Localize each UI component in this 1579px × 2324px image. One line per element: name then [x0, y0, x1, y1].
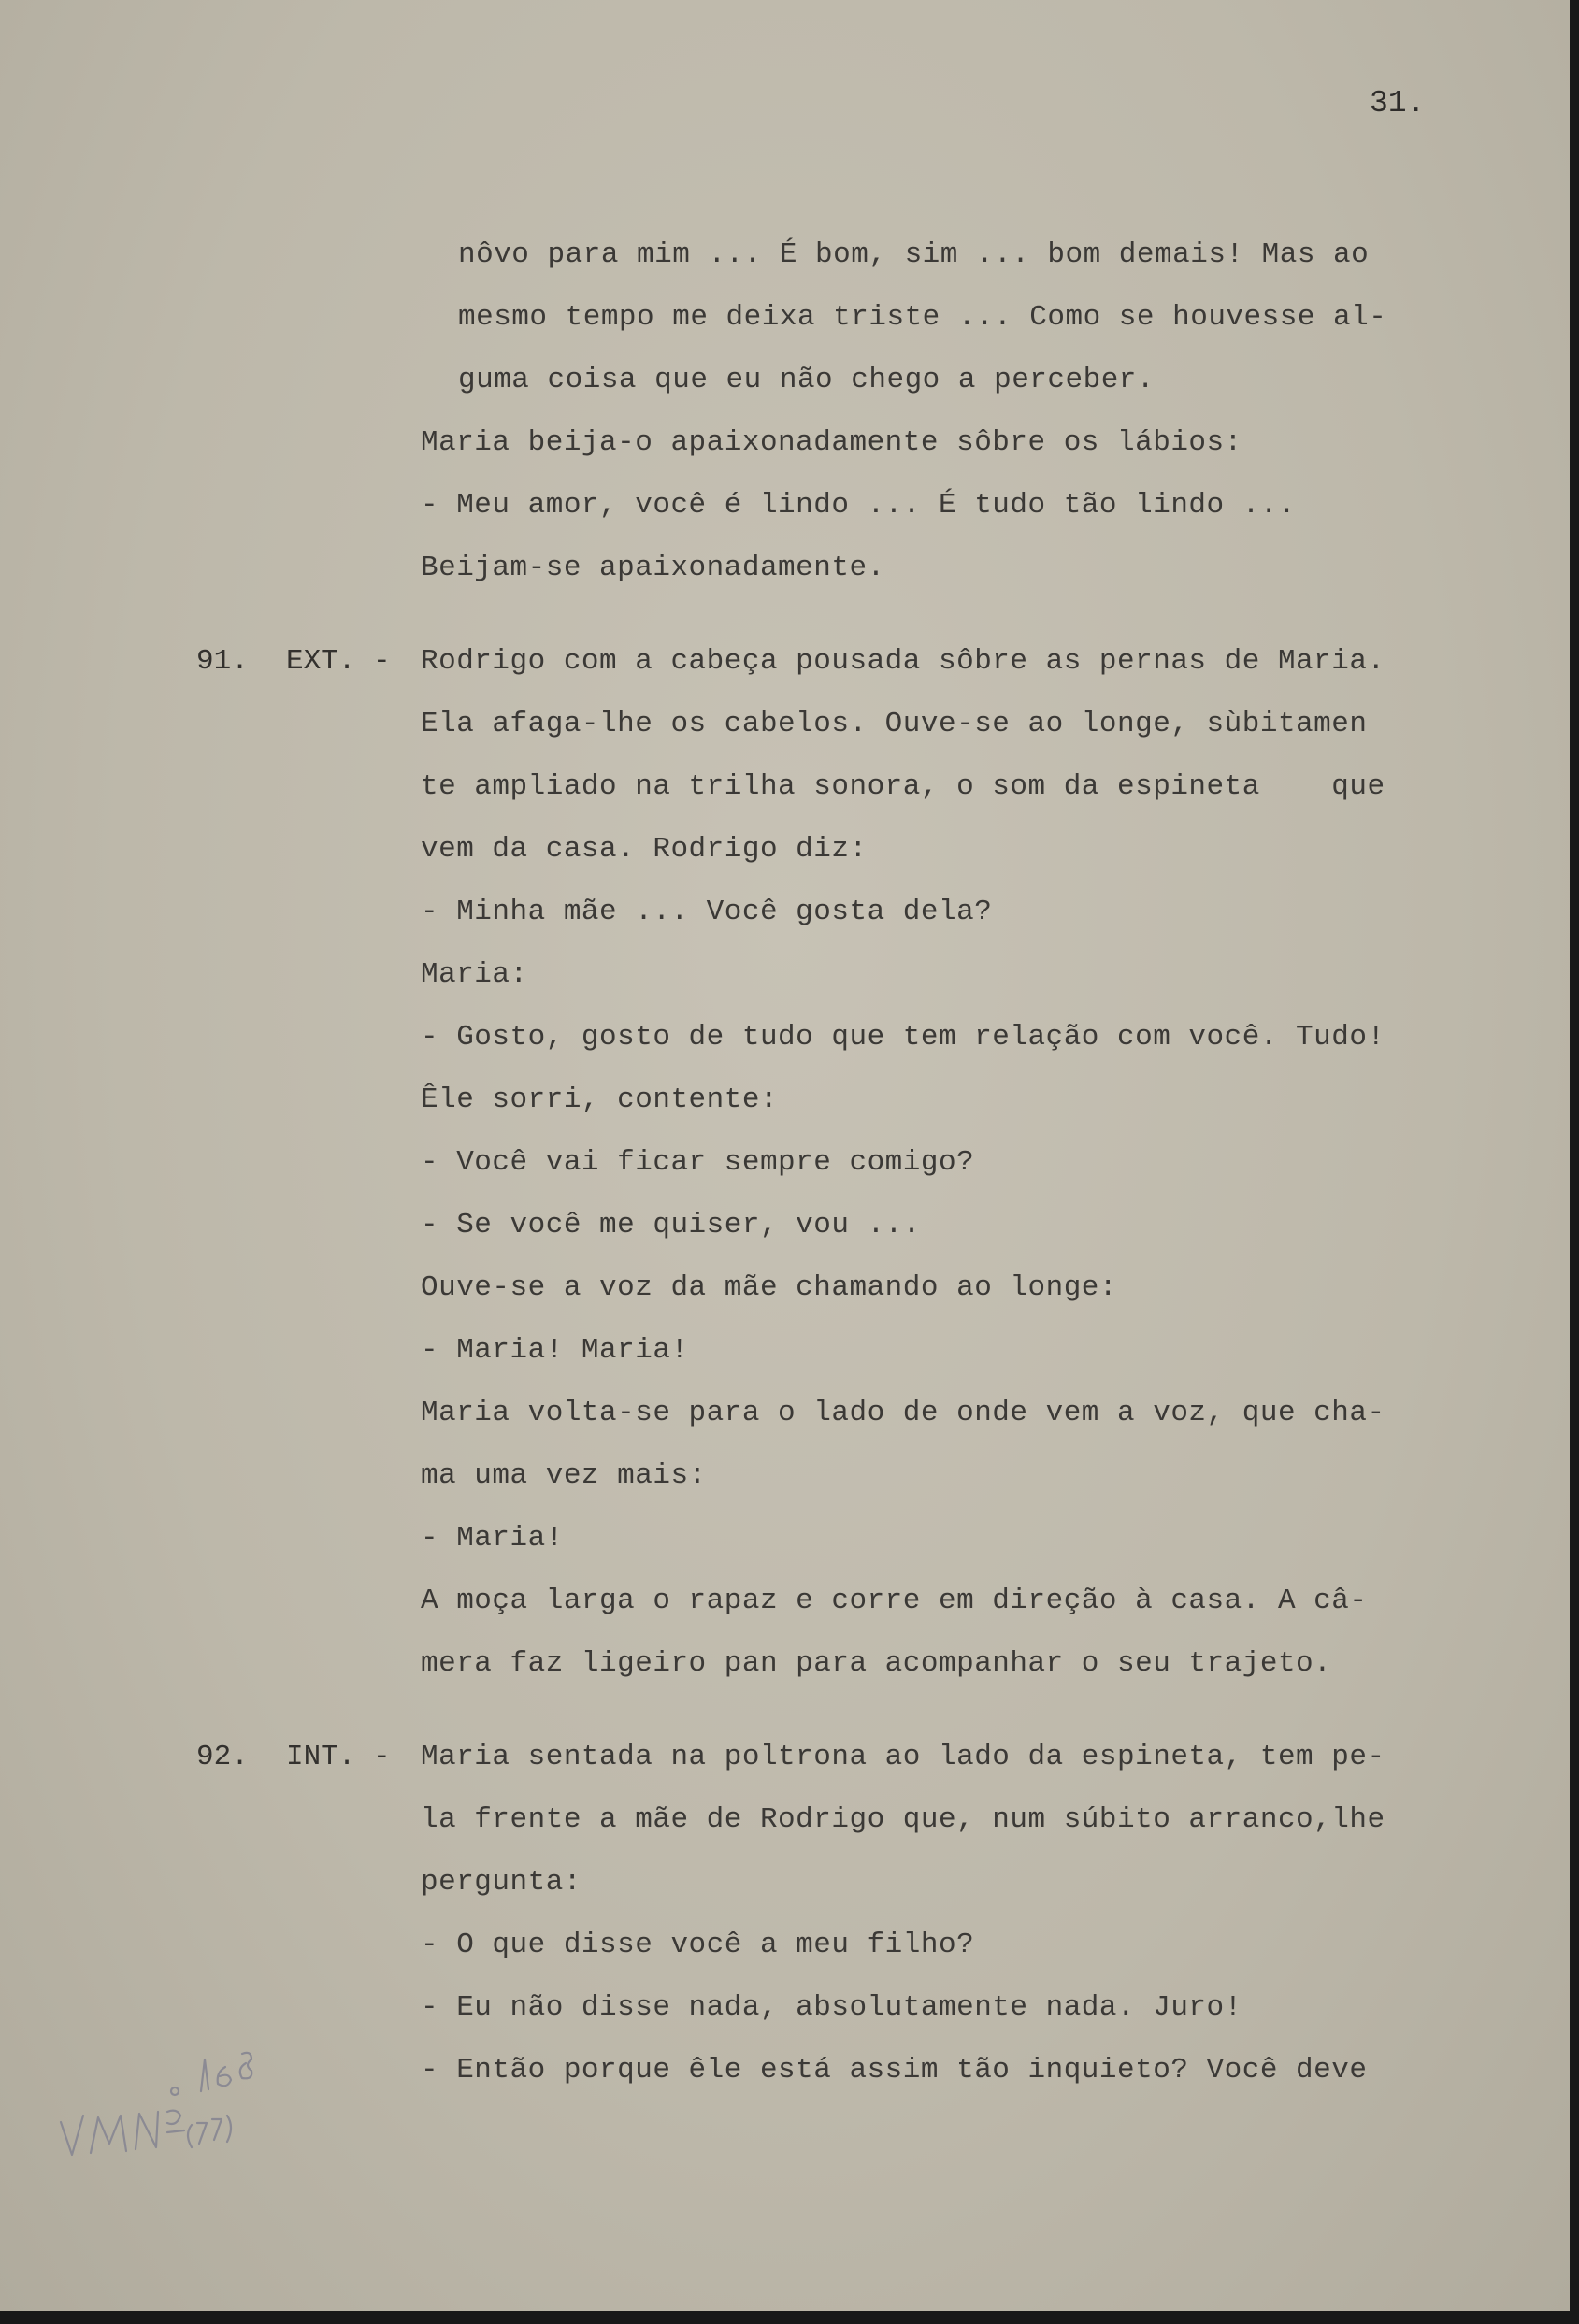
text-line: - Maria!: [421, 1522, 564, 1555]
text-line: mesmo tempo me deixa triste ... Como se houvesse al-: [458, 301, 1387, 334]
text-line: Maria volta-se para o lado de onde vem a voz, que cha-: [421, 1397, 1385, 1429]
text-line: la frente a mãe de Rodrigo que, num súbito arranco,lhe: [421, 1803, 1385, 1836]
scene-number: 92.: [196, 1741, 249, 1773]
text-line: Beijam-se apaixonadamente.: [421, 552, 885, 584]
handwritten-archive-note: [51, 2033, 332, 2183]
text-line: ma uma vez mais:: [421, 1459, 707, 1492]
page-number: 31.: [1370, 86, 1426, 121]
scene-location: EXT. -: [286, 645, 391, 678]
scene-location: INT. -: [286, 1741, 391, 1773]
text-line: Maria sentada na poltrona ao lado da espineta, tem pe-: [421, 1741, 1385, 1773]
text-line: A moça larga o rapaz e corre em direção à casa. A câ-: [421, 1585, 1368, 1617]
text-line: guma coisa que eu não chego a perceber.: [458, 364, 1156, 396]
text-line: - Meu amor, você é lindo ... É tudo tão lindo ...: [421, 489, 1297, 522]
text-line: - Maria! Maria!: [421, 1334, 689, 1367]
text-line: Maria:: [421, 958, 528, 991]
text-line: nôvo para mim ... É bom, sim ... bom demais! Mas ao: [458, 238, 1370, 271]
text-line: vem da casa. Rodrigo diz:: [421, 833, 868, 866]
text-line: - Se você me quiser, vou ...: [421, 1209, 921, 1241]
text-line: Êle sorri, contente:: [421, 1083, 779, 1116]
text-line: - Gosto, gosto de tudo que tem relação com você. Tudo!: [421, 1021, 1385, 1054]
text-line: Rodrigo com a cabeça pousada sôbre as pernas de Maria.: [421, 645, 1385, 678]
text-line: Ela afaga-lhe os cabelos. Ouve-se ao longe, sùbitamen: [421, 708, 1368, 740]
text-line: Ouve-se a voz da mãe chamando ao longe:: [421, 1271, 1118, 1304]
text-line: mera faz ligeiro pan para acompanhar o seu trajeto.: [421, 1647, 1332, 1680]
text-line: te ampliado na trilha sonora, o som da espineta que: [421, 770, 1385, 803]
text-line: - Minha mãe ... Você gosta dela?: [421, 896, 993, 928]
text-line: - Então porque êle está assim tão inquieto? Você deve: [421, 2054, 1368, 2087]
text-line: pergunta:: [421, 1866, 581, 1899]
text-line: - O que disse você a meu filho?: [421, 1929, 975, 1961]
text-line: - Eu não disse nada, absolutamente nada. Juro!: [421, 1991, 1242, 2024]
scene-number: 91.: [196, 645, 249, 678]
text-line: - Você vai ficar sempre comigo?: [421, 1146, 975, 1179]
text-line: Maria beija-o apaixonadamente sôbre os lábios:: [421, 426, 1242, 459]
